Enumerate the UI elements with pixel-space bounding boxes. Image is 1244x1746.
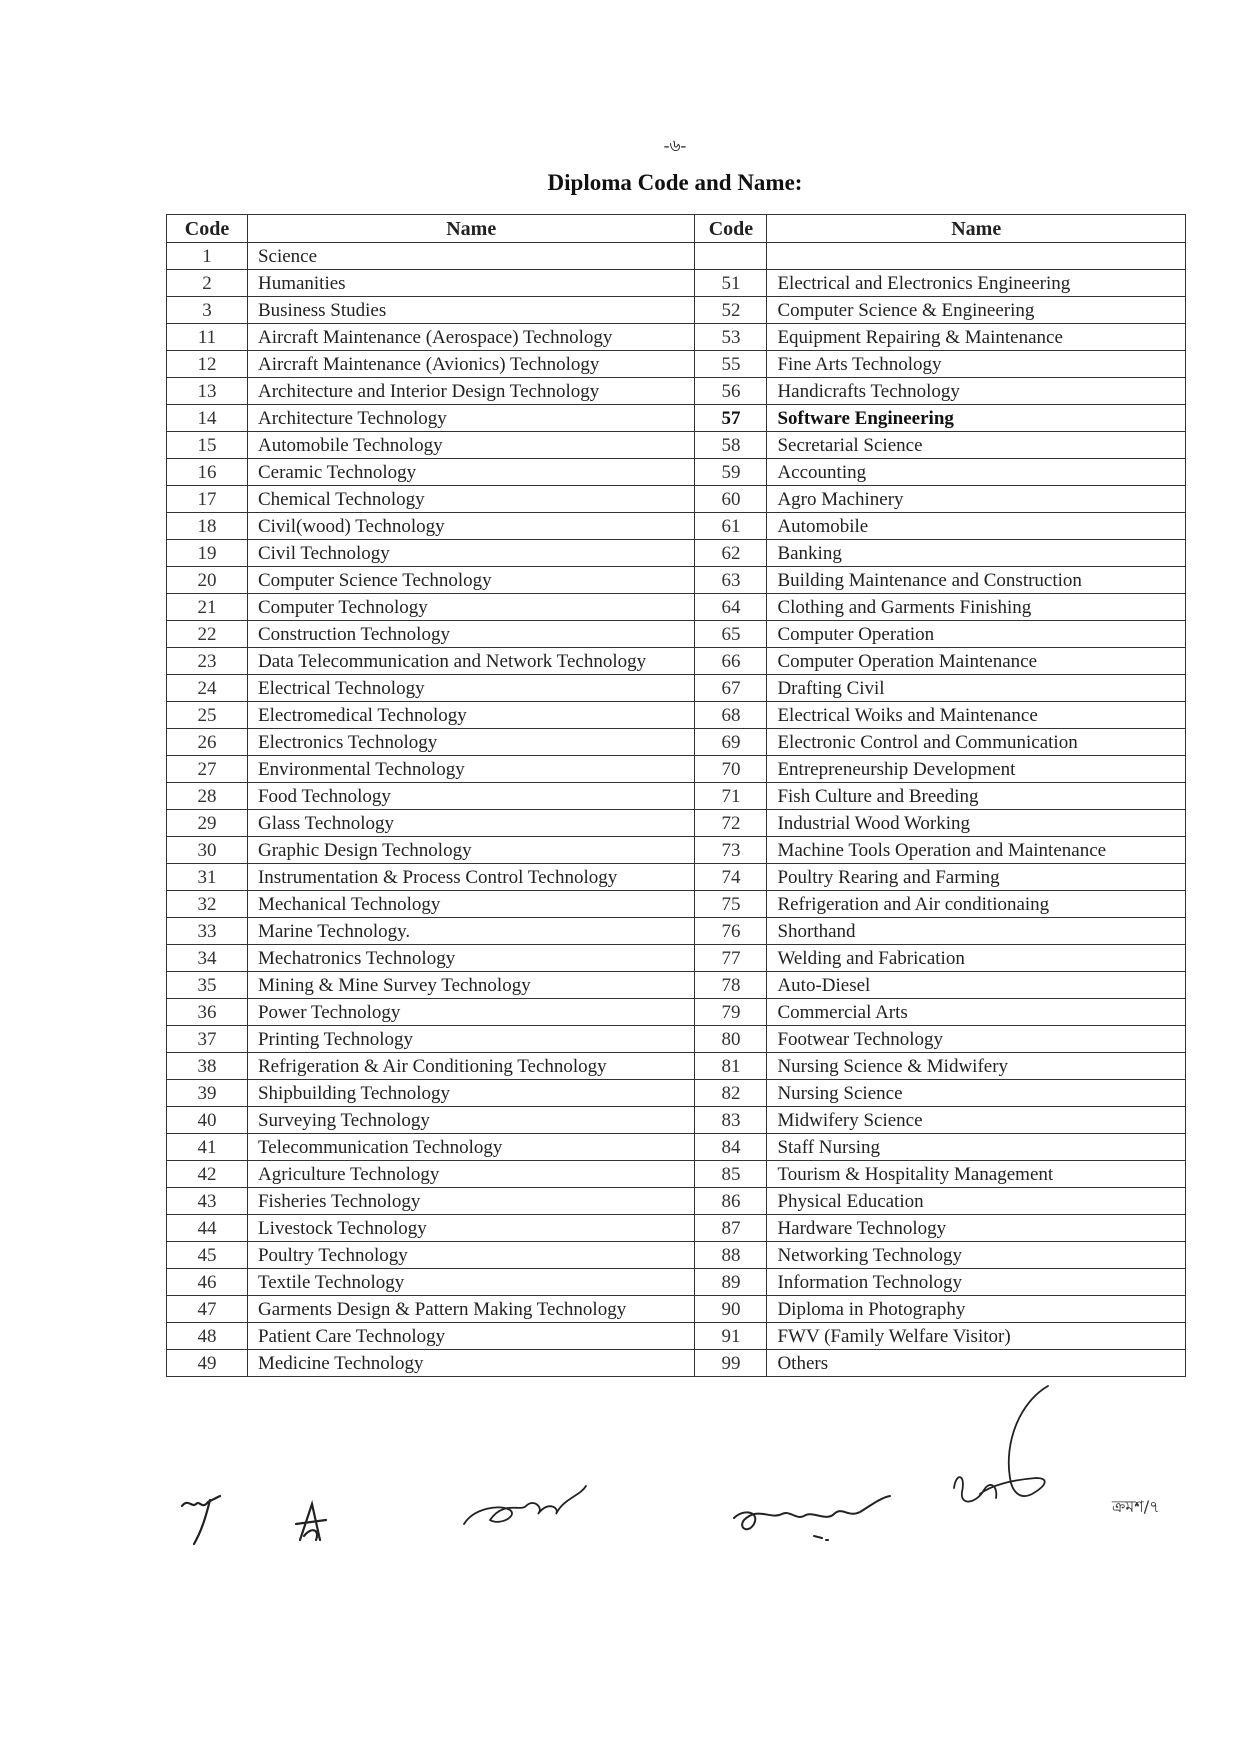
code-cell: 2 [167,270,248,297]
table-row [167,1026,1186,1053]
name-cell: Civil(wood) Technology [247,513,695,540]
name-cell: Instrumentation & Process Control Technology [247,864,695,891]
name-cell: Poultry Technology [247,1242,695,1269]
page-number: -৬- [663,136,687,155]
name-cell: Agriculture Technology [247,1161,695,1188]
name-cell: Aircraft Maintenance (Avionics) Technology [247,351,695,378]
code-cell: 30 [167,837,248,864]
table-row [167,810,1186,837]
code-cell [695,243,767,270]
code-cell: 80 [695,1026,767,1053]
table-row [167,486,1186,513]
code-cell: 56 [695,378,767,405]
code-cell: 76 [695,918,767,945]
table-row [167,351,1186,378]
name-cell: Staff Nursing [767,1134,1186,1161]
name-cell: Surveying Technology [247,1107,695,1134]
code-cell: 60 [695,486,767,513]
code-cell: 62 [695,540,767,567]
table-row [167,837,1186,864]
code-cell: 41 [167,1134,248,1161]
name-cell: Mechatronics Technology [247,945,695,972]
name-cell: Construction Technology [247,621,695,648]
table-row [167,1053,1186,1080]
table-row [167,405,1186,432]
code-cell: 28 [167,783,248,810]
name-cell: Diploma in Photography [767,1296,1186,1323]
name-cell: Welding and Fabrication [767,945,1186,972]
name-cell: Printing Technology [247,1026,695,1053]
name-cell: Patient Care Technology [247,1323,695,1350]
code-cell: 24 [167,675,248,702]
code-cell: 64 [695,594,767,621]
name-cell: Electrical and Electronics Engineering [767,270,1186,297]
name-cell: Hardware Technology [767,1215,1186,1242]
name-cell: Banking [767,540,1186,567]
table-row [167,243,1186,270]
table-row [167,1296,1186,1323]
code-cell: 88 [695,1242,767,1269]
table-row [167,945,1186,972]
name-cell: Others [767,1350,1186,1377]
name-cell: Commercial Arts [767,999,1186,1026]
name-cell: Aircraft Maintenance (Aerospace) Technology [247,324,695,351]
name-cell: Textile Technology [247,1269,695,1296]
code-cell: 74 [695,864,767,891]
code-cell: 79 [695,999,767,1026]
code-cell: 35 [167,972,248,999]
name-cell: Electronic Control and Communication [767,729,1186,756]
header-name-right: Name [767,215,1186,243]
code-cell: 57 [695,405,767,432]
code-cell: 51 [695,270,767,297]
name-cell: Drafting Civil [767,675,1186,702]
code-cell: 84 [695,1134,767,1161]
code-cell: 65 [695,621,767,648]
name-cell: Machine Tools Operation and Maintenance [767,837,1186,864]
code-cell: 99 [695,1350,767,1377]
code-cell: 45 [167,1242,248,1269]
table-row [167,1350,1186,1377]
table-row [167,999,1186,1026]
code-cell: 77 [695,945,767,972]
code-cell: 86 [695,1188,767,1215]
code-cell: 75 [695,891,767,918]
code-cell: 23 [167,648,248,675]
code-cell: 31 [167,864,248,891]
table-row [167,783,1186,810]
code-cell: 69 [695,729,767,756]
name-cell: Poultry Rearing and Farming [767,864,1186,891]
diploma-code-table [166,214,1186,1377]
table-row [167,1161,1186,1188]
name-cell: Information Technology [767,1269,1186,1296]
code-cell: 14 [167,405,248,432]
code-cell: 40 [167,1107,248,1134]
table-row [167,1323,1186,1350]
name-cell: Glass Technology [247,810,695,837]
code-cell: 3 [167,297,248,324]
code-cell: 13 [167,378,248,405]
page-title: Diploma Code and Name: [547,170,803,195]
name-cell: Automobile [767,513,1186,540]
code-cell: 81 [695,1053,767,1080]
code-cell: 27 [167,756,248,783]
code-cell: 22 [167,621,248,648]
code-cell: 59 [695,459,767,486]
code-cell: 25 [167,702,248,729]
name-cell: Ceramic Technology [247,459,695,486]
name-cell: Food Technology [247,783,695,810]
code-cell: 11 [167,324,248,351]
code-cell: 78 [695,972,767,999]
table-row [167,702,1186,729]
name-cell: Building Maintenance and Construction [767,567,1186,594]
table-row [167,324,1186,351]
name-cell: Auto-Diesel [767,972,1186,999]
code-cell: 87 [695,1215,767,1242]
header-code-left: Code [167,215,248,243]
table-row [167,1269,1186,1296]
name-cell: Electronics Technology [247,729,695,756]
code-cell: 90 [695,1296,767,1323]
code-cell: 43 [167,1188,248,1215]
code-cell: 42 [167,1161,248,1188]
code-cell: 17 [167,486,248,513]
table-row [167,621,1186,648]
name-cell: Chemical Technology [247,486,695,513]
table-row [167,1242,1186,1269]
name-cell: Handicrafts Technology [767,378,1186,405]
code-cell: 18 [167,513,248,540]
name-cell: Tourism & Hospitality Management [767,1161,1186,1188]
code-cell: 46 [167,1269,248,1296]
table-row [167,1134,1186,1161]
name-cell: Electrical Woiks and Maintenance [767,702,1186,729]
name-cell: Footwear Technology [767,1026,1186,1053]
code-cell: 63 [695,567,767,594]
code-cell: 55 [695,351,767,378]
table-row [167,756,1186,783]
name-cell: Livestock Technology [247,1215,695,1242]
name-cell: Computer Science & Engineering [767,297,1186,324]
name-cell: Clothing and Garments Finishing [767,594,1186,621]
name-cell: Civil Technology [247,540,695,567]
table-row [167,1215,1186,1242]
signature-2 [290,1496,340,1556]
name-cell: Mining & Mine Survey Technology [247,972,695,999]
code-cell: 53 [695,324,767,351]
name-cell: Software Engineering [767,405,1186,432]
name-cell: FWV (Family Welfare Visitor) [767,1323,1186,1350]
name-cell: Power Technology [247,999,695,1026]
name-cell: Fish Culture and Breeding [767,783,1186,810]
name-cell: Networking Technology [767,1242,1186,1269]
name-cell: Humanities [247,270,695,297]
code-cell: 52 [695,297,767,324]
name-cell: Computer Science Technology [247,567,695,594]
code-cell: 61 [695,513,767,540]
code-cell: 58 [695,432,767,459]
table-row [167,513,1186,540]
name-cell: Computer Technology [247,594,695,621]
table-row [167,270,1186,297]
code-cell: 83 [695,1107,767,1134]
table-row [167,891,1186,918]
signatures-area [160,1478,1100,1638]
code-cell: 12 [167,351,248,378]
table-row [167,297,1186,324]
code-cell: 21 [167,594,248,621]
name-cell: Computer Operation [767,621,1186,648]
code-cell: 66 [695,648,767,675]
table-row [167,648,1186,675]
name-cell: Nursing Science & Midwifery [767,1053,1186,1080]
signature-3 [460,1478,600,1538]
table-row [167,540,1186,567]
code-cell: 26 [167,729,248,756]
table-row [167,594,1186,621]
code-cell: 47 [167,1296,248,1323]
code-cell: 34 [167,945,248,972]
name-cell: Equipment Repairing & Maintenance [767,324,1186,351]
code-cell: 38 [167,1053,248,1080]
name-cell: Industrial Wood Working [767,810,1186,837]
name-cell: Computer Operation Maintenance [767,648,1186,675]
code-cell: 19 [167,540,248,567]
header-code-right: Code [695,215,767,243]
signature-5 [940,1382,1080,1522]
code-cell: 32 [167,891,248,918]
name-cell: Accounting [767,459,1186,486]
table-row [167,1080,1186,1107]
name-cell: Science [247,243,695,270]
table-row [167,675,1186,702]
code-cell: 70 [695,756,767,783]
signature-1 [180,1486,240,1556]
name-cell [767,243,1186,270]
name-cell: Electrical Technology [247,675,695,702]
name-cell: Agro Machinery [767,486,1186,513]
name-cell: Electromedical Technology [247,702,695,729]
code-cell: 39 [167,1080,248,1107]
header-name-left: Name [247,215,695,243]
name-cell: Environmental Technology [247,756,695,783]
code-cell: 82 [695,1080,767,1107]
code-cell: 15 [167,432,248,459]
table-row [167,378,1186,405]
table-row [167,729,1186,756]
name-cell: Graphic Design Technology [247,837,695,864]
name-cell: Automobile Technology [247,432,695,459]
code-cell: 73 [695,837,767,864]
name-cell: Fine Arts Technology [767,351,1186,378]
name-cell: Refrigeration & Air Conditioning Technology [247,1053,695,1080]
name-cell: Business Studies [247,297,695,324]
name-cell: Garments Design & Pattern Making Technology [247,1296,695,1323]
table-row [167,918,1186,945]
name-cell: Mechanical Technology [247,891,695,918]
name-cell: Refrigeration and Air conditionaing [767,891,1186,918]
name-cell: Shorthand [767,918,1186,945]
name-cell: Medicine Technology [247,1350,695,1377]
code-cell: 67 [695,675,767,702]
table-row [167,567,1186,594]
table-row [167,1188,1186,1215]
name-cell: Fisheries Technology [247,1188,695,1215]
code-cell: 29 [167,810,248,837]
name-cell: Physical Education [767,1188,1186,1215]
code-cell: 91 [695,1323,767,1350]
name-cell: Architecture Technology [247,405,695,432]
signature-4 [730,1488,900,1558]
code-cell: 49 [167,1350,248,1377]
code-cell: 68 [695,702,767,729]
table-header-row [167,215,1186,243]
code-cell: 85 [695,1161,767,1188]
table-row [167,1107,1186,1134]
table-row [167,864,1186,891]
code-cell: 16 [167,459,248,486]
code-cell: 1 [167,243,248,270]
name-cell: Marine Technology. [247,918,695,945]
name-cell: Entrepreneurship Development [767,756,1186,783]
name-cell: Nursing Science [767,1080,1186,1107]
name-cell: Midwifery Science [767,1107,1186,1134]
code-cell: 33 [167,918,248,945]
code-cell: 72 [695,810,767,837]
code-cell: 48 [167,1323,248,1350]
code-cell: 44 [167,1215,248,1242]
code-cell: 36 [167,999,248,1026]
code-cell: 37 [167,1026,248,1053]
name-cell: Data Telecommunication and Network Technology [247,648,695,675]
code-cell: 20 [167,567,248,594]
name-cell: Secretarial Science [767,432,1186,459]
name-cell: Telecommunication Technology [247,1134,695,1161]
continued-mark: ক্রমশ/৭ [1112,1497,1160,1516]
table-row [167,972,1186,999]
name-cell: Architecture and Interior Design Technology [247,378,695,405]
code-cell: 89 [695,1269,767,1296]
table-row [167,432,1186,459]
name-cell: Shipbuilding Technology [247,1080,695,1107]
code-cell: 71 [695,783,767,810]
table-row [167,459,1186,486]
